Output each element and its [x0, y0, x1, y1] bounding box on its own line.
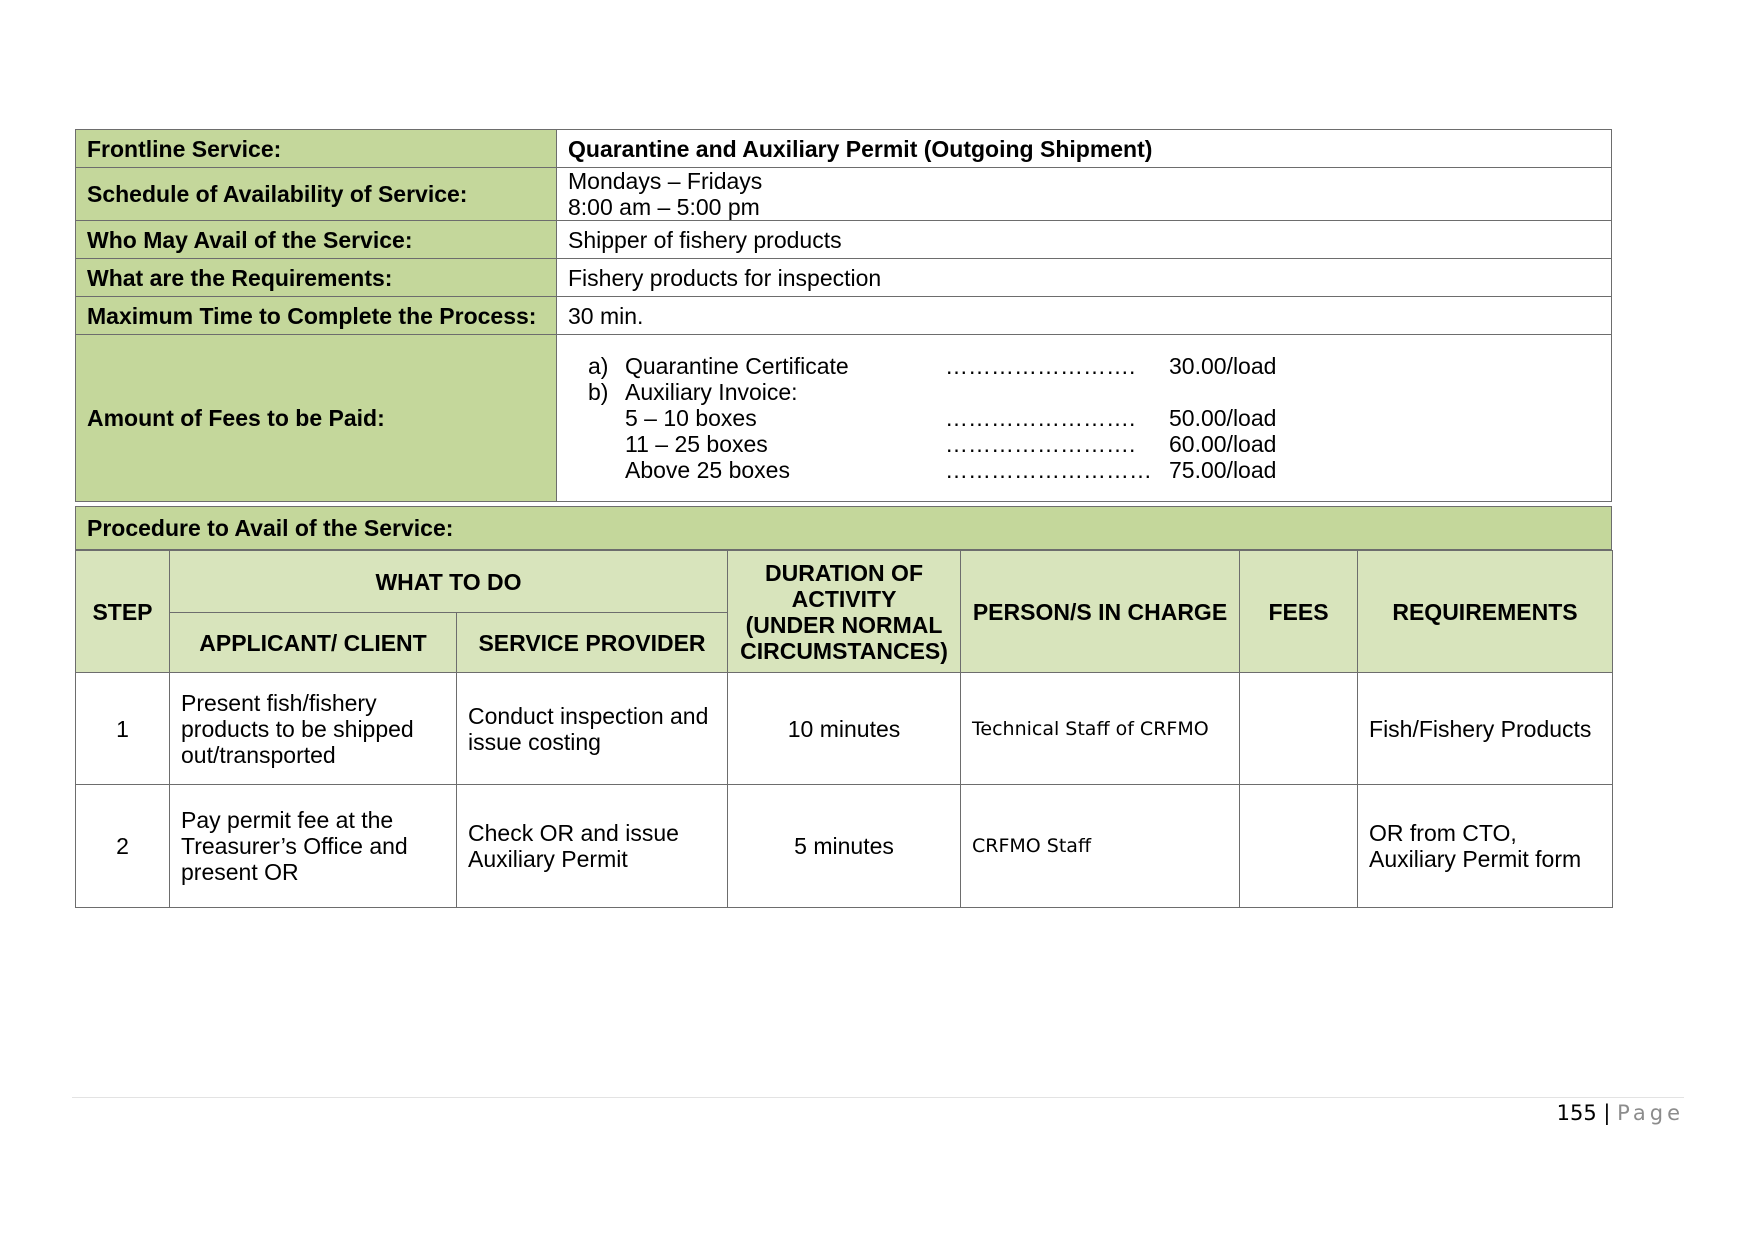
fee-amount: 30.00/load [1169, 353, 1277, 379]
fee-dots: ……………………. [945, 353, 1136, 379]
provider-line: issue costing [468, 728, 601, 755]
page-separator: | [1603, 1101, 1611, 1125]
provider-line: Check OR and issue [468, 820, 679, 846]
fee-amount: 60.00/load [1169, 431, 1277, 457]
page-number [1557, 1101, 1684, 1125]
header-duration [728, 551, 961, 673]
frontline-service-label: Frontline Service: [76, 130, 557, 168]
applicant-action [170, 673, 457, 785]
schedule-hours: 8:00 am – 5:00 pm [568, 194, 760, 220]
page-number-value: 155 [1556, 1101, 1597, 1125]
fees-cell [1240, 785, 1358, 908]
requirements-line: Auxiliary Permit form [1369, 846, 1582, 872]
fee-item: Above 25 boxes [625, 457, 790, 483]
applicant-line: products to be shipped [181, 715, 414, 742]
fees-label: Amount of Fees to be Paid: [76, 335, 557, 502]
duration: 5 minutes [728, 785, 961, 908]
requirements-label: What are the Requirements: [76, 259, 557, 297]
header-duration-line: ACTIVITY [791, 585, 897, 612]
schedule-label: Schedule of Availability of Service: [76, 168, 557, 221]
fees-value [557, 335, 1612, 502]
fee-marker: b) [588, 379, 609, 405]
max-time-value: 30 min. [557, 297, 1612, 335]
fee-item: 11 – 25 boxes [625, 431, 768, 457]
fee-marker: a) [588, 353, 609, 379]
schedule-value [557, 168, 1612, 221]
fee-schedule [557, 335, 1611, 501]
duration: 10 minutes [728, 673, 961, 785]
header-applicant: APPLICANT/ CLIENT [170, 613, 457, 673]
header-duration-line: CIRCUMSTANCES) [740, 637, 948, 664]
applicant-line: Pay permit fee at the [181, 807, 394, 833]
schedule-days: Mondays – Fridays [568, 168, 763, 194]
person-in-charge: Technical Staff of CRFMO [961, 673, 1240, 785]
header-person-in-charge: PERSON/S IN CHARGE [961, 551, 1240, 673]
header-requirements: REQUIREMENTS [1358, 551, 1613, 673]
requirements-cell [1358, 673, 1613, 785]
header-duration-line: (UNDER NORMAL [745, 611, 943, 638]
header-service-provider: SERVICE PROVIDER [457, 613, 728, 673]
requirements-line: OR from CTO, [1369, 820, 1517, 846]
fees-cell [1240, 673, 1358, 785]
provider-action [457, 673, 728, 785]
requirements-value: Fishery products for inspection [557, 259, 1612, 297]
table-row [76, 673, 1613, 785]
fee-amount: 50.00/load [1169, 405, 1277, 431]
applicant-line: Present fish/fishery [181, 689, 377, 716]
procedure-table [75, 550, 1613, 908]
applicant-line: out/transported [181, 741, 336, 768]
fee-amount: 75.00/load [1169, 457, 1277, 483]
applicant-line: present OR [181, 859, 299, 885]
header-duration-line: DURATION OF [765, 559, 924, 586]
table-row [76, 785, 1613, 908]
step-number: 2 [76, 785, 170, 908]
who-may-avail-label: Who May Avail of the Service: [76, 221, 557, 259]
page-word: Page [1617, 1101, 1684, 1125]
who-may-avail-value: Shipper of fishery products [557, 221, 1612, 259]
frontline-service-value: Quarantine and Auxiliary Permit (Outgoing Shipment) [557, 130, 1612, 168]
header-fees: FEES [1240, 551, 1358, 673]
fee-item: 5 – 10 boxes [625, 405, 757, 431]
applicant-line: Treasurer’s Office and [181, 833, 408, 859]
person-in-charge: CRFMO Staff [961, 785, 1240, 908]
header-what-to-do: WHAT TO DO [170, 551, 728, 613]
fee-item: Auxiliary Invoice: [625, 379, 798, 405]
provider-action [457, 785, 728, 908]
procedure-label: Procedure to Avail of the Service: [76, 507, 1612, 550]
provider-line: Conduct inspection and [468, 702, 709, 729]
footer-divider [72, 1097, 1684, 1098]
fee-dots: ……………………. [945, 431, 1136, 457]
max-time-label: Maximum Time to Complete the Process: [76, 297, 557, 335]
fee-dots: ……………………. [945, 405, 1136, 431]
provider-line: Auxiliary Permit [468, 846, 628, 872]
requirements-line: Fish/Fishery Products [1369, 715, 1592, 742]
step-number: 1 [76, 673, 170, 785]
fee-item: Quarantine Certificate [625, 353, 849, 379]
header-step: STEP [76, 551, 170, 673]
applicant-action [170, 785, 457, 908]
fee-dots: ……………………… [945, 457, 1152, 483]
requirements-cell [1358, 785, 1613, 908]
procedure-header [75, 506, 1612, 550]
service-info-table [75, 129, 1612, 502]
